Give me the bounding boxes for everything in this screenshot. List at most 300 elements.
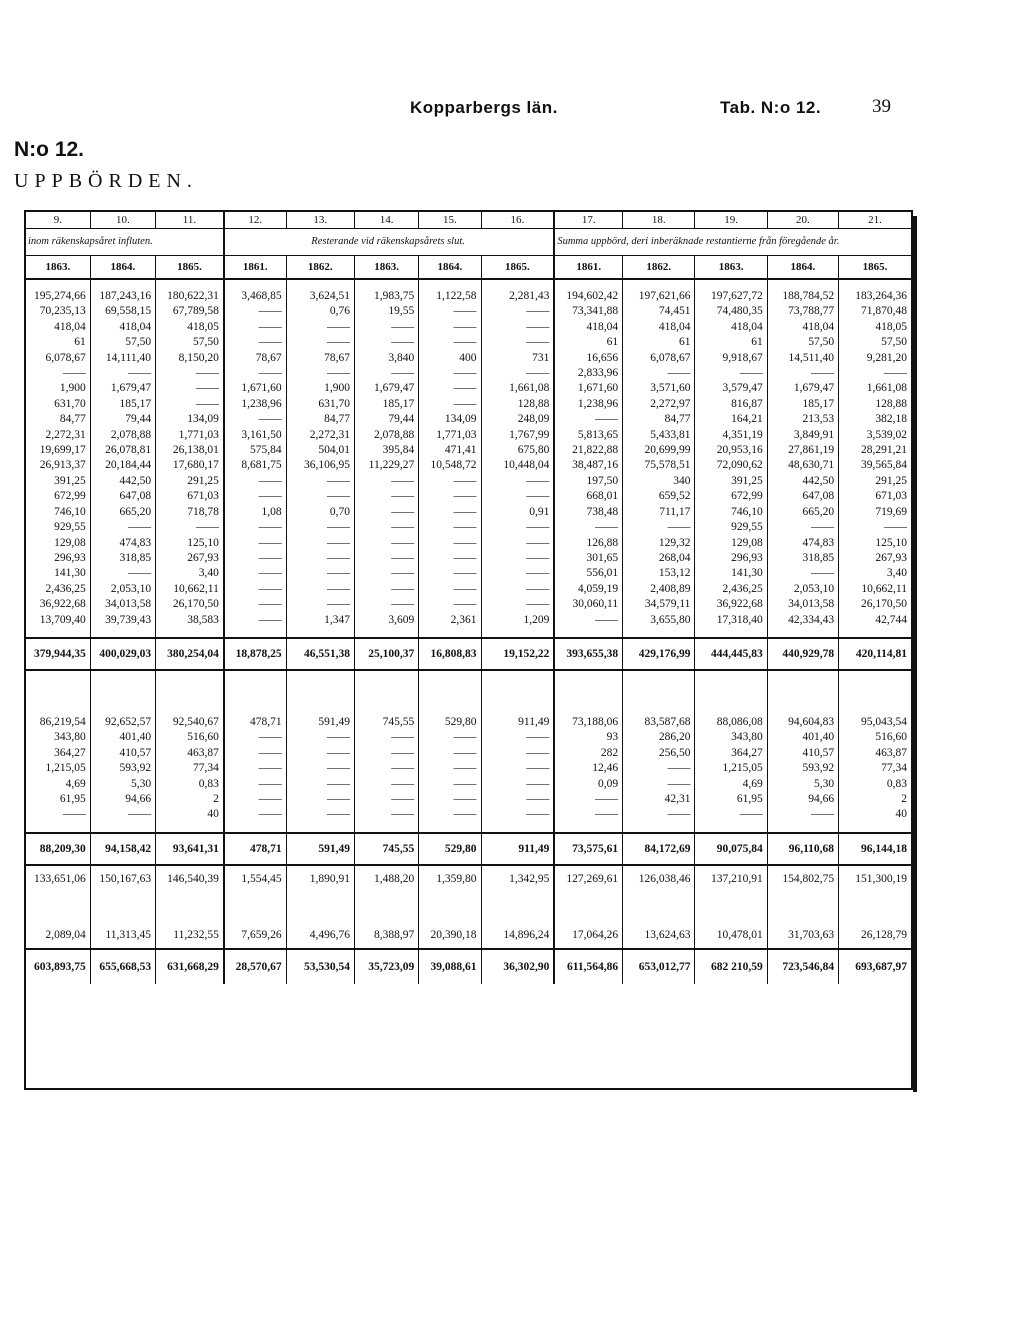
subtotal-cell: 529,80 [419, 833, 481, 865]
table-cell: —— [354, 551, 418, 566]
table-cell: 665,20 [90, 505, 155, 520]
table-cell: 282 [554, 746, 622, 761]
blank-cell [224, 628, 286, 638]
subtotal-cell: 96,110,68 [767, 833, 838, 865]
blank-cell [156, 628, 224, 638]
table-row [26, 366, 911, 381]
table-cell: —— [481, 761, 554, 776]
table-cell: 2,272,97 [623, 397, 695, 412]
blank-cell [354, 279, 418, 289]
summary-cell: 151,300,19 [839, 865, 911, 892]
table-cell: 3,40 [156, 566, 224, 581]
running-head: Kopparbergs län. [410, 98, 558, 117]
subtotal-cell: 46,551,38 [286, 638, 354, 670]
table-cell: —— [286, 366, 354, 381]
table-cell: 738,48 [554, 505, 622, 520]
table-cell: —— [767, 566, 838, 581]
table-cell: —— [419, 397, 481, 412]
table-cell: 400 [419, 351, 481, 366]
summary-cell: 10,478,01 [695, 922, 767, 949]
table-cell: 10,662,11 [839, 582, 911, 597]
summary-cell: 11,313,45 [90, 922, 155, 949]
table-cell: —— [286, 335, 354, 350]
table-cell: 9,281,20 [839, 351, 911, 366]
summary-cell: 2,089,04 [45, 928, 86, 941]
summary-cell: 26,128,79 [839, 922, 911, 949]
table-cell: 718,78 [156, 505, 224, 520]
table-cell: —— [286, 474, 354, 489]
table-cell: 79,44 [354, 412, 418, 427]
table-cell: —— [156, 366, 224, 381]
table-cell: 1,671,60 [224, 381, 286, 396]
table-reference: Tab. N:o 12. [720, 98, 822, 117]
table-cell: 129,08 [54, 536, 86, 549]
summary-cell: 4,496,76 [286, 922, 354, 949]
blank-cell [623, 892, 695, 922]
year-header: 1863. [354, 256, 418, 280]
table-cell: —— [354, 335, 418, 350]
table-cell: —— [481, 777, 554, 792]
table-cell: 2,053,10 [767, 582, 838, 597]
table-cell: —— [90, 520, 155, 535]
table-row [26, 551, 911, 566]
table-cell: —— [286, 730, 354, 745]
table-cell: 1,238,96 [224, 397, 286, 412]
blank-cell [623, 279, 695, 289]
blank-cell [26, 670, 90, 715]
table-cell: 463,87 [839, 746, 911, 761]
table-cell: 3,161,50 [224, 428, 286, 443]
blank-cell [695, 823, 767, 833]
table-cell: 17,318,40 [695, 613, 767, 628]
table-cell: 26,170,50 [156, 597, 224, 612]
table-cell: —— [286, 551, 354, 566]
table-cell: 659,52 [623, 489, 695, 504]
table-cell: 61 [695, 335, 767, 350]
table-cell: 26,170,50 [839, 597, 911, 612]
blank-cell [286, 279, 354, 289]
table-cell: —— [419, 320, 481, 335]
table-cell: —— [419, 777, 481, 792]
table-cell: 401,40 [767, 730, 838, 745]
table-cell: 70,235,13 [39, 305, 86, 318]
table-cell: 1,900 [59, 382, 86, 395]
year-header: 1863. [695, 256, 767, 280]
table-cell: 188,784,52 [767, 289, 838, 304]
blank-cell [90, 670, 155, 715]
table-cell: —— [354, 366, 418, 381]
table-cell: 593,92 [767, 761, 838, 776]
blank-cell [224, 279, 286, 289]
table-row [26, 597, 911, 612]
group-header-row [26, 229, 911, 256]
subtotal-cell: 16,808,83 [419, 638, 481, 670]
table-cell: —— [224, 597, 286, 612]
table-row [26, 443, 911, 458]
group-header: Resterande vid räkenskapsårets slut. [224, 229, 554, 256]
table-cell: 0,70 [286, 505, 354, 520]
table-cell: —— [354, 520, 418, 535]
table-cell: 0,83 [156, 777, 224, 792]
table-cell: 1,767,99 [481, 428, 554, 443]
blank-cell [839, 823, 911, 833]
table-cell: 3,579,47 [695, 381, 767, 396]
table-cell: 3,40 [839, 566, 911, 581]
table-cell: 816,87 [695, 397, 767, 412]
table-cell: 69,558,15 [90, 304, 155, 319]
table-row [26, 320, 911, 335]
table-cell: 94,66 [90, 792, 155, 807]
table-cell: 38,487,16 [554, 458, 622, 473]
table-cell: 296,93 [695, 551, 767, 566]
table-cell: —— [156, 381, 224, 396]
table-cell: 746,10 [54, 505, 86, 518]
table-cell: —— [695, 366, 767, 381]
table-cell: 77,34 [156, 761, 224, 776]
table-cell: 6,078,67 [623, 351, 695, 366]
table-cell: —— [419, 566, 481, 581]
table-cell: 6,078,67 [45, 351, 86, 364]
table-cell: —— [623, 366, 695, 381]
table-cell: 61,95 [695, 792, 767, 807]
table-cell: 34,579,11 [623, 597, 695, 612]
table-cell: —— [481, 566, 554, 581]
table-cell: 2,408,89 [623, 582, 695, 597]
table-cell: 1,900 [286, 381, 354, 396]
table-label: N:o 12. [14, 138, 85, 161]
table-cell: 731 [481, 351, 554, 366]
table-cell: —— [286, 777, 354, 792]
column-number: 19. [695, 212, 767, 229]
blank-cell [481, 823, 554, 833]
table-cell: —— [481, 746, 554, 761]
table-cell: —— [286, 566, 354, 581]
table-cell: —— [419, 489, 481, 504]
table-cell: —— [354, 777, 418, 792]
blank-cell [90, 279, 155, 289]
blank-cell [839, 279, 911, 289]
table-cell: 1,679,47 [354, 381, 418, 396]
table-cell: 61 [74, 336, 86, 349]
table-cell: 71,870,48 [839, 304, 911, 319]
table-cell: 141,30 [695, 566, 767, 581]
table-cell: 248,09 [481, 412, 554, 427]
table-cell: —— [224, 536, 286, 551]
table-cell: 471,41 [419, 443, 481, 458]
table-cell: 42,744 [839, 613, 911, 628]
subtotal-cell: 478,71 [224, 833, 286, 865]
blank-cell [224, 670, 286, 715]
table-cell: 3,571,60 [623, 381, 695, 396]
table-cell: 26,913,37 [39, 459, 86, 472]
table-cell: 57,50 [767, 335, 838, 350]
table-cell: —— [224, 807, 286, 822]
table-cell: 745,55 [354, 715, 418, 730]
table-cell: 27,861,19 [767, 443, 838, 458]
blank-cell [554, 279, 622, 289]
table-cell: 675,80 [481, 443, 554, 458]
table-cell: —— [224, 412, 286, 427]
table-cell: —— [419, 597, 481, 612]
table-cell: —— [354, 320, 418, 335]
table-cell: 463,87 [156, 746, 224, 761]
blank-cell [419, 279, 481, 289]
table-cell: 4,69 [695, 777, 767, 792]
blank-cell [695, 279, 767, 289]
blank-cell [554, 628, 622, 638]
table-cell: —— [481, 536, 554, 551]
table-cell: 2 [839, 792, 911, 807]
table-cell: 1,215,05 [695, 761, 767, 776]
table-cell: 128,88 [839, 397, 911, 412]
table-cell: 929,55 [695, 520, 767, 535]
year-header: 1865. [839, 256, 911, 280]
table-cell: 2,053,10 [90, 582, 155, 597]
table-row [26, 335, 911, 350]
gap-row [26, 823, 911, 833]
table-row [26, 428, 911, 443]
table-cell: 129,08 [695, 536, 767, 551]
table-cell: —— [481, 792, 554, 807]
table-cell: —— [224, 792, 286, 807]
table-row [26, 412, 911, 427]
column-number: 10. [90, 212, 155, 229]
blank-cell [156, 670, 224, 715]
table-cell: 410,57 [90, 746, 155, 761]
summary-cell: 17,064,26 [554, 922, 622, 949]
table-cell: —— [354, 807, 418, 822]
summary-cell: 31,703,63 [767, 922, 838, 949]
blank-cell [26, 628, 90, 638]
table-cell: 2,078,88 [354, 428, 418, 443]
table-cell: 575,84 [224, 443, 286, 458]
summary-row [26, 922, 911, 949]
table-cell: 19,699,17 [39, 444, 86, 457]
table-cell: 418,04 [554, 320, 622, 335]
grand-total-cell: 36,302,90 [481, 949, 554, 984]
table-cell: 711,17 [623, 505, 695, 520]
table-cell: 5,813,65 [554, 428, 622, 443]
summary-cell: 154,802,75 [767, 865, 838, 892]
table-cell: —— [286, 489, 354, 504]
table-cell: 83,587,68 [623, 715, 695, 730]
grand-total-cell: 682 210,59 [695, 949, 767, 984]
blank-cell [156, 823, 224, 833]
blank-cell [481, 892, 554, 922]
column-number: 15. [419, 212, 481, 229]
blank-cell [623, 823, 695, 833]
spacer-row [26, 670, 911, 715]
subtotal-row [26, 833, 911, 865]
summary-cell: 150,167,63 [90, 865, 155, 892]
table-cell: 318,85 [767, 551, 838, 566]
subtotal-cell: 90,075,84 [695, 833, 767, 865]
table-cell: —— [481, 489, 554, 504]
table-cell: —— [354, 536, 418, 551]
table-cell: —— [286, 520, 354, 535]
table-cell: 183,264,36 [839, 289, 911, 304]
table-cell: —— [90, 807, 155, 822]
table-row [26, 458, 911, 473]
table-cell: —— [224, 761, 286, 776]
table-row [26, 397, 911, 412]
table-cell: —— [623, 761, 695, 776]
table-cell: —— [767, 366, 838, 381]
table-cell: 1,661,08 [481, 381, 554, 396]
table-cell: 647,08 [90, 489, 155, 504]
blank-cell [481, 628, 554, 638]
table-cell: 2,272,31 [286, 428, 354, 443]
table-cell: 672,99 [695, 489, 767, 504]
table-cell: —— [156, 520, 224, 535]
summary-cell: 8,388,97 [354, 922, 418, 949]
statistics-table [26, 212, 911, 984]
table-cell: 474,83 [767, 536, 838, 551]
subtotal-cell: 400,029,03 [90, 638, 155, 670]
table-cell: —— [286, 761, 354, 776]
table-cell: 134,09 [156, 412, 224, 427]
table-cell: —— [224, 746, 286, 761]
table-cell: —— [354, 746, 418, 761]
summary-cell: 146,540,39 [156, 865, 224, 892]
table-row [26, 536, 911, 551]
table-cell: 668,01 [554, 489, 622, 504]
table-cell: —— [419, 520, 481, 535]
table-cell: 19,55 [354, 304, 418, 319]
table-cell: 38,583 [156, 613, 224, 628]
subtotal-cell: 379,944,35 [26, 638, 90, 670]
table-cell: —— [623, 520, 695, 535]
table-cell: 267,93 [156, 551, 224, 566]
table-cell: —— [286, 536, 354, 551]
table-cell: —— [90, 566, 155, 581]
gap-row [26, 279, 911, 289]
summary-cell: 126,038,46 [623, 865, 695, 892]
table-cell: 2,833,96 [554, 366, 622, 381]
subtotal-cell: 96,144,18 [839, 833, 911, 865]
table-cell: 1,347 [286, 613, 354, 628]
column-number: 20. [767, 212, 838, 229]
table-cell: 911,49 [481, 715, 554, 730]
table-cell: 20,184,44 [90, 458, 155, 473]
table-cell: —— [623, 807, 695, 822]
table-cell: 1,983,75 [354, 289, 418, 304]
table-cell: 3,840 [354, 351, 418, 366]
table-cell: 2,272,31 [45, 428, 86, 441]
summary-cell: 137,210,91 [695, 865, 767, 892]
table-cell: 72,090,62 [695, 458, 767, 473]
table-cell: 20,953,16 [695, 443, 767, 458]
table-cell: 128,88 [481, 397, 554, 412]
table-cell: 529,80 [419, 715, 481, 730]
blank-cell [419, 670, 481, 715]
blank-cell [767, 670, 838, 715]
table-cell: 364,27 [54, 746, 86, 759]
table-cell: —— [224, 366, 286, 381]
table-cell: 1,771,03 [419, 428, 481, 443]
table-row [26, 351, 911, 366]
year-header: 1863. [26, 256, 90, 280]
table-cell: 0,83 [839, 777, 911, 792]
table-cell: 1,238,96 [554, 397, 622, 412]
table-cell: —— [481, 597, 554, 612]
grand-total-cell: 611,564,86 [554, 949, 622, 984]
table-cell: 929,55 [54, 521, 86, 534]
table-cell: 187,243,16 [90, 289, 155, 304]
table-cell: 1,209 [481, 613, 554, 628]
table-cell: 12,46 [554, 761, 622, 776]
table-cell: 478,71 [224, 715, 286, 730]
blank-cell [623, 628, 695, 638]
table-cell: 1,122,58 [419, 289, 481, 304]
table-cell: 418,04 [90, 320, 155, 335]
table-row [26, 613, 911, 628]
statistics-table-frame [24, 210, 913, 1090]
table-cell: 194,602,42 [554, 289, 622, 304]
table-cell: 556,01 [554, 566, 622, 581]
table-cell: 129,32 [623, 536, 695, 551]
table-cell: 197,627,72 [695, 289, 767, 304]
table-cell: 10,448,04 [481, 458, 554, 473]
table-cell: 30,060,11 [554, 597, 622, 612]
year-header: 1865. [156, 256, 224, 280]
table-cell: 36,106,95 [286, 458, 354, 473]
table-cell: —— [419, 761, 481, 776]
table-cell: 591,49 [286, 715, 354, 730]
table-cell: 36,922,68 [695, 597, 767, 612]
summary-cell: 1,890,91 [286, 865, 354, 892]
table-cell: —— [554, 807, 622, 822]
table-cell: —— [286, 807, 354, 822]
table-row [26, 289, 911, 304]
summary-cell: 127,269,61 [554, 865, 622, 892]
subtotal-row [26, 638, 911, 670]
grand-total-row [26, 949, 911, 984]
table-cell: —— [554, 520, 622, 535]
table-cell: 40 [839, 807, 911, 822]
table-cell: —— [419, 304, 481, 319]
table-cell: —— [623, 777, 695, 792]
table-cell: 180,622,31 [156, 289, 224, 304]
blank-cell [286, 670, 354, 715]
table-cell: 13,709,40 [39, 613, 86, 626]
table-cell: —— [419, 551, 481, 566]
table-cell: 84,77 [286, 412, 354, 427]
blank-cell [419, 892, 481, 922]
table-cell: —— [354, 761, 418, 776]
table-row [26, 304, 911, 319]
table-cell: 1,671,60 [554, 381, 622, 396]
table-cell: —— [224, 489, 286, 504]
year-header: 1864. [90, 256, 155, 280]
table-cell: 746,10 [695, 505, 767, 520]
column-number: 14. [354, 212, 418, 229]
year-row [26, 256, 911, 280]
table-cell: 141,30 [54, 567, 86, 580]
table-row [26, 730, 911, 745]
table-cell: 134,09 [419, 412, 481, 427]
table-cell: —— [481, 551, 554, 566]
summary-cell: 20,390,18 [419, 922, 481, 949]
summary-cell: 13,624,63 [623, 922, 695, 949]
table-cell: 410,57 [767, 746, 838, 761]
table-cell: 442,50 [90, 474, 155, 489]
table-cell: 516,60 [156, 730, 224, 745]
table-row [26, 746, 911, 761]
blank-cell [286, 892, 354, 922]
table-cell: 9,918,67 [695, 351, 767, 366]
table-cell: 77,34 [839, 761, 911, 776]
